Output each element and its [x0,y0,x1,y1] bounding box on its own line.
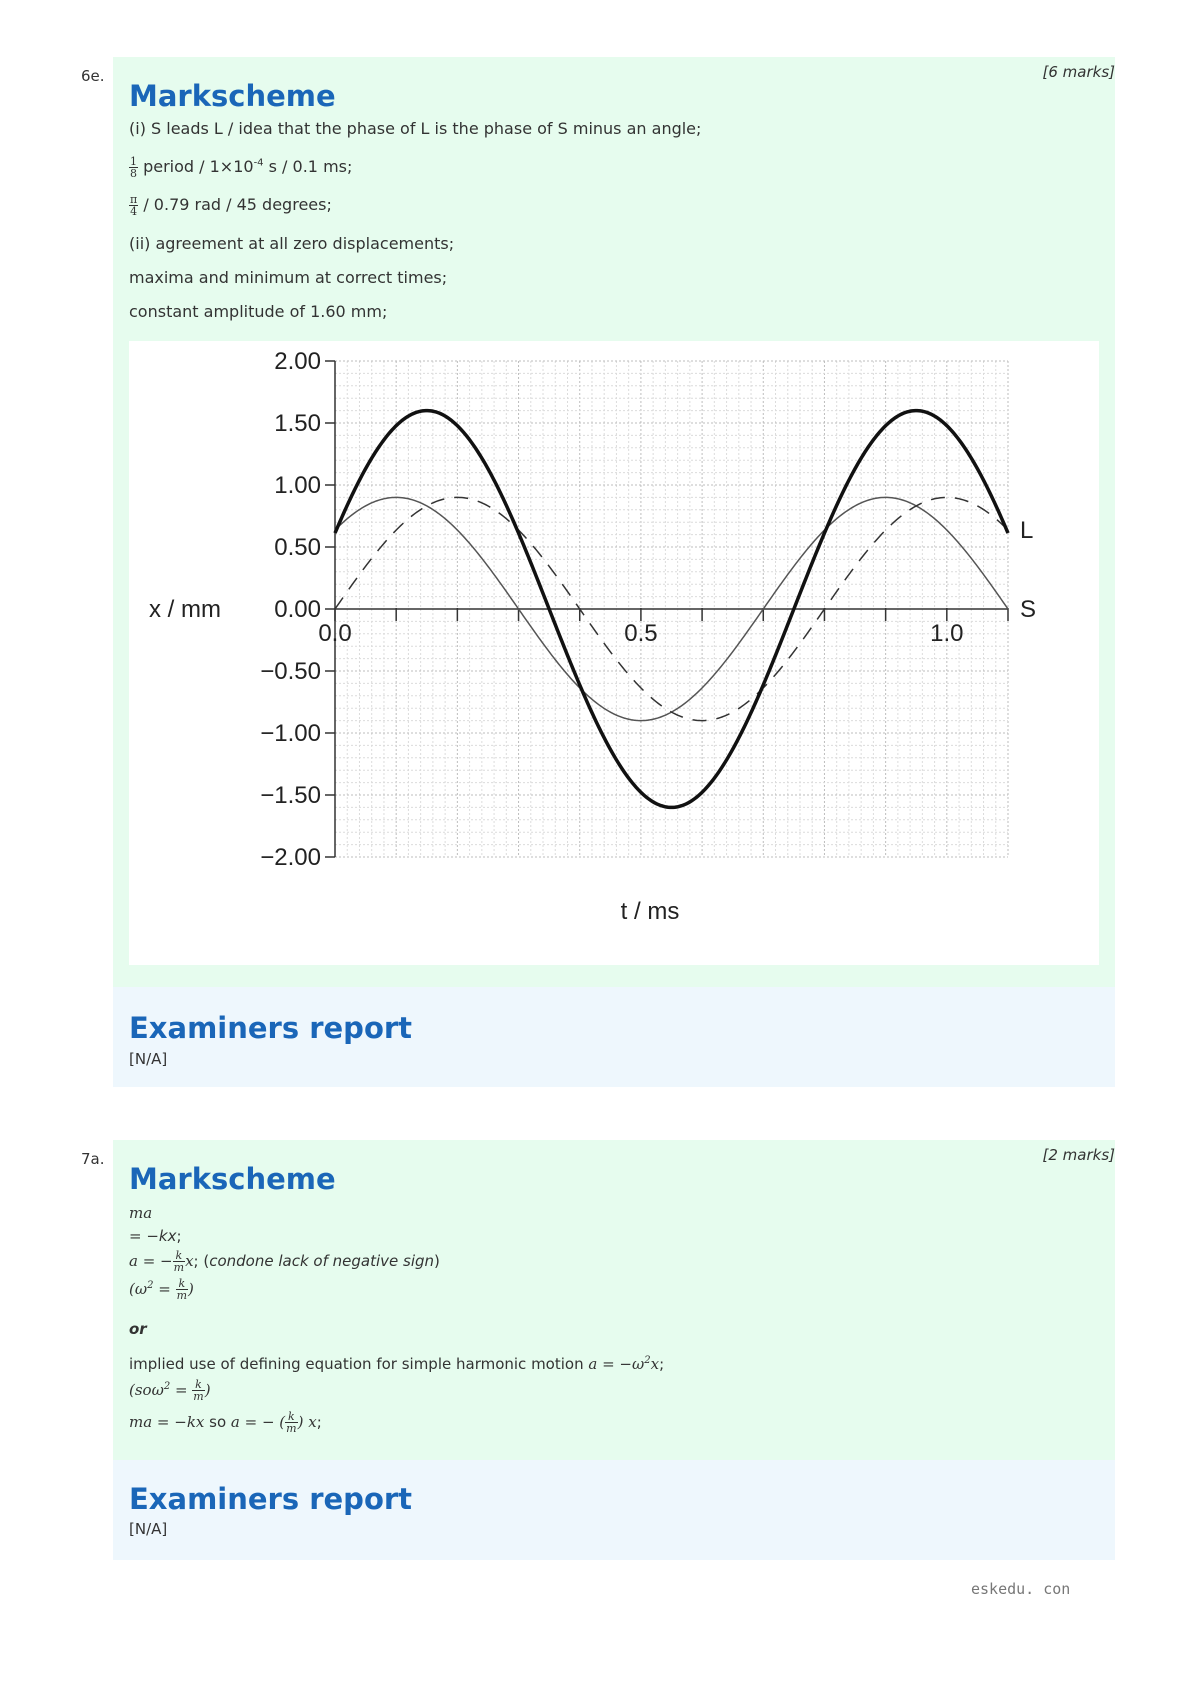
question-number-7a: 7a. [81,1150,105,1168]
markscheme-line: constant amplitude of 1.60 mm; [129,302,388,321]
y-tick-label: 2.00 [274,348,321,375]
markscheme-line-or: or [129,1320,147,1338]
fraction: $\frac{k}{m}$ [173,1249,185,1274]
examiners-report-title-6e: Examiners report [129,1011,413,1045]
question-number-6e: 6e. [81,67,105,85]
y-tick-label: −2.00 [260,844,321,871]
markscheme-section-7a [113,1140,1115,1460]
markscheme-line: ma = −kx so a = − ( $\frac{k}{m}$ ) x; [129,1410,322,1435]
marks-6e: [6 marks] [1042,63,1115,81]
examiners-report-title-7a: Examiners report [129,1482,413,1516]
markscheme-title-6e: Markscheme [129,79,336,113]
markscheme-line: implied use of defining equation for simple harmonic motion $a = -\omega^2x$; [129,1355,665,1373]
x-tick-label: 0.0 [318,620,352,647]
fraction: $\frac{\pi}{4}$ [130,193,138,218]
examiners-report-text-7a: [N/A] [129,1520,168,1538]
series-label-S: S [1020,596,1037,623]
markscheme-line: ma [129,1204,153,1222]
y-tick-label: 0.00 [274,596,321,623]
x-tick-label: 1.0 [930,620,964,647]
markscheme-line: = −kx; [129,1227,182,1245]
fraction: $\frac{k}{m}$ [286,1410,297,1435]
markscheme-line: (soω$^2$ = $\frac{k}{m}$ ) [129,1378,211,1403]
x-axis-label: t / ms [620,898,680,925]
fraction: $\frac{k}{m}$ [193,1378,204,1403]
chart-svg [129,341,1099,965]
markscheme-section-6e [113,57,1115,987]
markscheme-line: $\frac{1}{8}$ period / $1\times 10^{-4}$ s / 0.1 ms; [130,155,353,180]
fraction: $\frac{k}{m}$ [176,1277,188,1302]
markscheme-title-7a: Markscheme [129,1162,336,1196]
y-tick-label: 0.50 [274,534,321,561]
examiners-report-section-7a [113,1460,1115,1560]
y-axis-label: x / mm [149,596,221,623]
footer-site: eskedu. con [971,1580,1071,1598]
markscheme-line: $\frac{\pi}{4}$ / 0.79 rad / 45 degrees; [130,193,332,218]
fraction: $\frac{1}{8}$ [130,155,137,180]
y-tick-label: −0.50 [260,658,321,685]
y-tick-label: 1.50 [274,410,321,437]
examiners-report-text-6e: [N/A] [129,1050,168,1068]
marks-7a: [2 marks] [1042,1146,1115,1164]
y-tick-label: −1.00 [260,720,321,747]
markscheme-line: (i) S leads L / idea that the phase of L is the phase of S minus an angle; [129,119,702,138]
markscheme-line: (ii) agreement at all zero displacements; [129,234,455,253]
markscheme-line: a = − $\frac{k}{m}$ x; (condone lack of negative sign) [129,1249,440,1274]
markscheme-line: maxima and minimum at correct times; [129,268,448,287]
markscheme-line: ($\omega^2$ = $\frac{k}{m}$ ) [129,1277,194,1302]
y-tick-label: 1.00 [274,472,321,499]
examiners-report-section-6e [113,987,1115,1087]
y-tick-label: −1.50 [260,782,321,809]
series-label-L: L [1020,517,1034,545]
displacement-time-graph [129,341,1099,965]
x-tick-label: 0.5 [624,620,658,647]
